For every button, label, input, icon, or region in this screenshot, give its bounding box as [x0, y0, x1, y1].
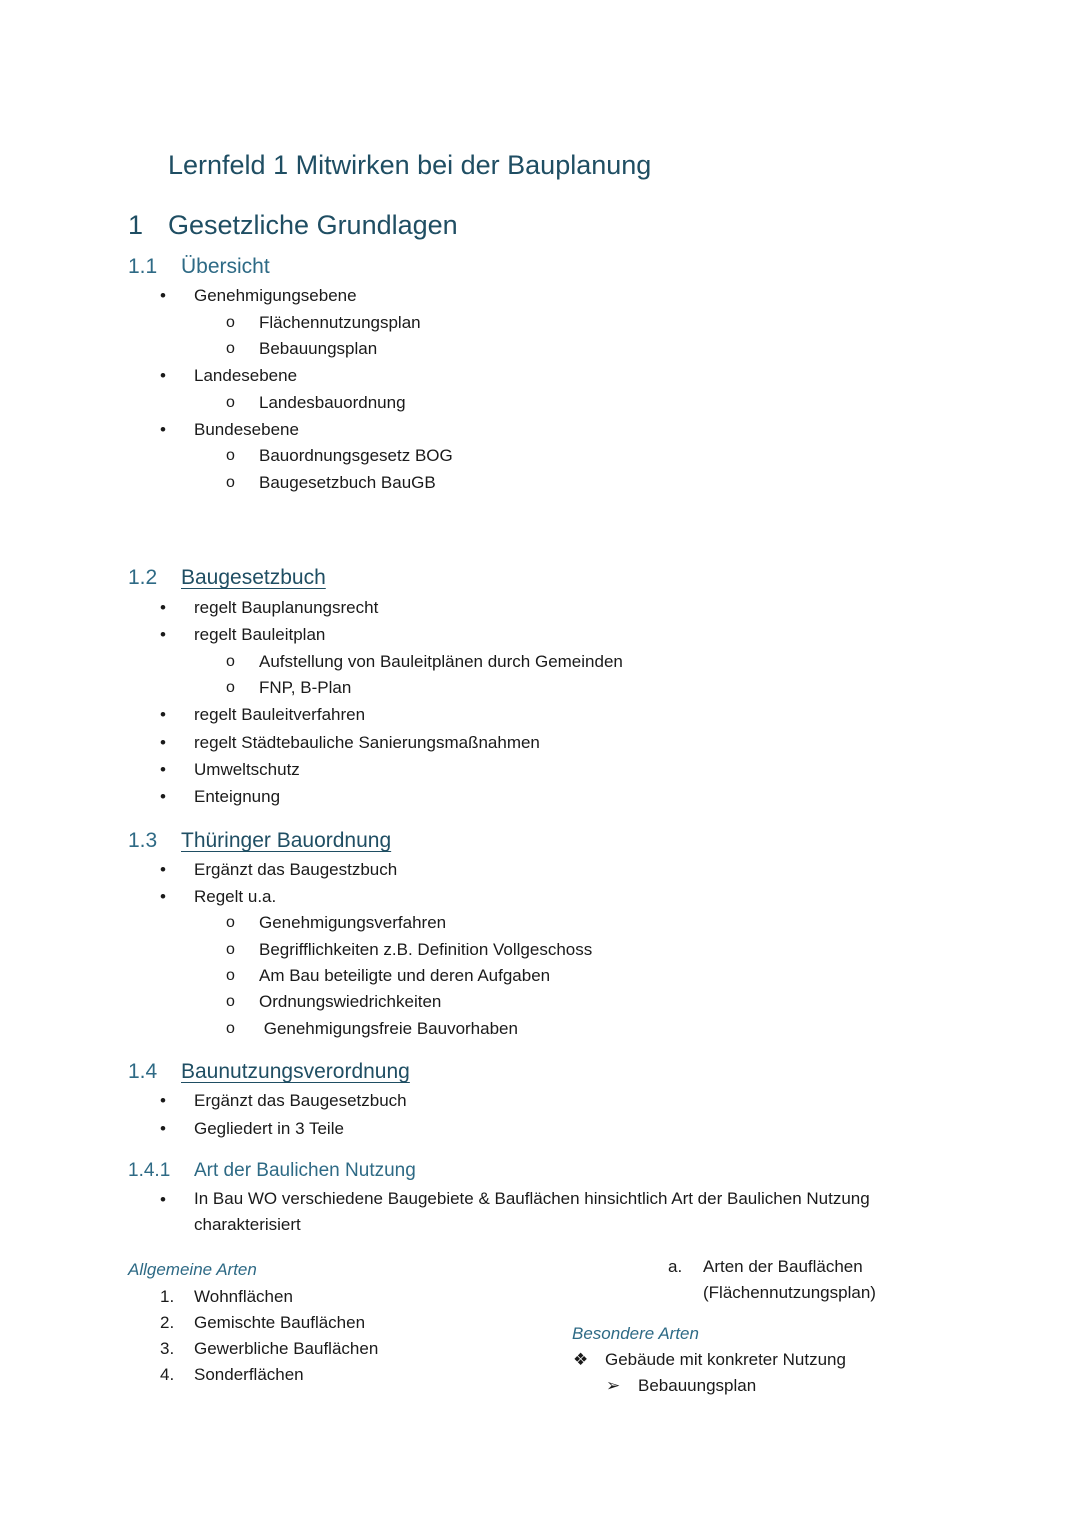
list-item: Landesebene	[194, 366, 298, 385]
list-number: 1.	[160, 1287, 175, 1306]
section-1-1-heading: Übersicht	[181, 255, 270, 278]
circle-bullet-icon: o	[226, 394, 235, 411]
besondere-arten-heading: Besondere Arten	[572, 1324, 699, 1343]
arten-line-2: (Flächennutzungsplan)	[703, 1283, 876, 1302]
bullet-icon: •	[160, 420, 166, 439]
list-item: regelt Städtebauliche Sanierungsmaßnahmen	[194, 733, 540, 752]
section-1-4-1-number: 1.4.1	[128, 1160, 171, 1181]
bullet-icon: •	[160, 860, 166, 879]
section-1-2-heading[interactable]: Baugesetzbuch	[181, 566, 326, 589]
bullet-icon: •	[160, 598, 166, 617]
bullet-icon: •	[160, 705, 166, 724]
list-letter: a.	[668, 1257, 683, 1276]
allgemeine-arten-heading: Allgemeine Arten	[128, 1260, 257, 1279]
list-item: regelt Bauplanungsrecht	[194, 598, 379, 617]
list-item: regelt Bauleitverfahren	[194, 705, 366, 724]
section-1-2-number: 1.2	[128, 566, 158, 589]
circle-bullet-icon: o	[226, 993, 235, 1010]
section-1-4-number: 1.4	[128, 1060, 158, 1083]
list-number: 3.	[160, 1339, 175, 1358]
bullet-icon: •	[160, 887, 166, 906]
list-item: Enteignung	[194, 787, 281, 806]
sub-list-item: Baugesetzbuch BauGB	[259, 473, 436, 492]
list-number: 2.	[160, 1313, 175, 1332]
list-item: Genehmigungsebene	[194, 286, 357, 305]
circle-bullet-icon: o	[226, 914, 235, 931]
arrow-bullet-icon: ➢	[606, 1376, 621, 1395]
bullet-icon: •	[160, 733, 166, 752]
list-item: Gegliedert in 3 Teile	[194, 1119, 344, 1138]
sub-list-item: Genehmigungsfreie Bauvorhaben	[259, 1019, 518, 1038]
circle-bullet-icon: o	[226, 679, 235, 696]
bullet-icon: •	[160, 625, 166, 644]
sub-list-item: Begrifflichkeiten z.B. Definition Vollgeschoss	[259, 940, 593, 959]
section-1-4-heading[interactable]: Baunutzungsverordnung	[181, 1060, 410, 1083]
sub-list-item: Aufstellung von Bauleitplänen durch Gemeinden	[259, 652, 623, 671]
section-1-3-number: 1.3	[128, 829, 158, 852]
bullet-icon: •	[160, 1190, 166, 1209]
section-1-4-1-heading: Art der Baulichen Nutzung	[194, 1160, 416, 1181]
arten-line-1: Arten der Bauflächen	[703, 1257, 863, 1276]
circle-bullet-icon: o	[226, 1020, 235, 1037]
numbered-item: Gewerbliche Bauflächen	[194, 1339, 379, 1358]
diamond-bullet-icon: ❖	[573, 1350, 589, 1369]
document-title: Lernfeld 1 Mitwirken bei der Bauplanung	[168, 150, 652, 180]
list-item: Gebäude mit konkreter Nutzung	[605, 1350, 846, 1369]
section-1-heading: Gesetzliche Grundlagen	[168, 210, 458, 240]
sub-list-item: Bebauungsplan	[638, 1376, 757, 1395]
list-item: Ergänzt das Baugestzbuch	[194, 860, 398, 879]
circle-bullet-icon: o	[226, 941, 235, 958]
numbered-item: Wohnflächen	[194, 1287, 293, 1306]
sub-list-item: Am Bau beteiligte und deren Aufgaben	[259, 966, 551, 985]
circle-bullet-icon: o	[226, 653, 235, 670]
sub-list-item: FNP, B-Plan	[259, 678, 352, 697]
sub-list-item: Ordnungswiedrichkeiten	[259, 992, 442, 1011]
section-1-1-number: 1.1	[128, 255, 158, 278]
circle-bullet-icon: o	[226, 474, 235, 491]
numbered-item: Sonderflächen	[194, 1365, 304, 1384]
list-item: Umweltschutz	[194, 760, 300, 779]
list-item: In Bau WO verschiedene Baugebiete & Bauflächen hinsichtlich Art der Baulichen Nutzung charakterisiert	[194, 1189, 870, 1234]
bullet-icon: •	[160, 366, 166, 385]
sub-list-item: Genehmigungsverfahren	[259, 913, 447, 932]
sub-list-item: Bauordnungsgesetz BOG	[259, 446, 453, 465]
sub-list-item: Landesbauordnung	[259, 393, 406, 412]
circle-bullet-icon: o	[226, 967, 235, 984]
list-item: Ergänzt das Baugesetzbuch	[194, 1091, 407, 1110]
section-1-3-heading[interactable]: Thüringer Bauordnung	[181, 829, 392, 852]
list-item: regelt Bauleitplan	[194, 625, 326, 644]
sub-list-item: Flächennutzungsplan	[259, 313, 421, 332]
bullet-icon: •	[160, 787, 166, 806]
circle-bullet-icon: o	[226, 447, 235, 464]
bullet-icon: •	[160, 286, 166, 305]
numbered-item: Gemischte Bauflächen	[194, 1313, 366, 1332]
sub-list-item: Bebauungsplan	[259, 339, 378, 358]
section-1-number: 1	[128, 210, 144, 240]
bullet-icon: •	[160, 1091, 166, 1110]
list-item: Bundesebene	[194, 420, 299, 439]
bullet-icon: •	[160, 760, 166, 779]
list-number: 4.	[160, 1365, 175, 1384]
bullet-icon: •	[160, 1119, 166, 1138]
list-item: Regelt u.a.	[194, 887, 277, 906]
circle-bullet-icon: o	[226, 314, 235, 331]
circle-bullet-icon: o	[226, 340, 235, 357]
